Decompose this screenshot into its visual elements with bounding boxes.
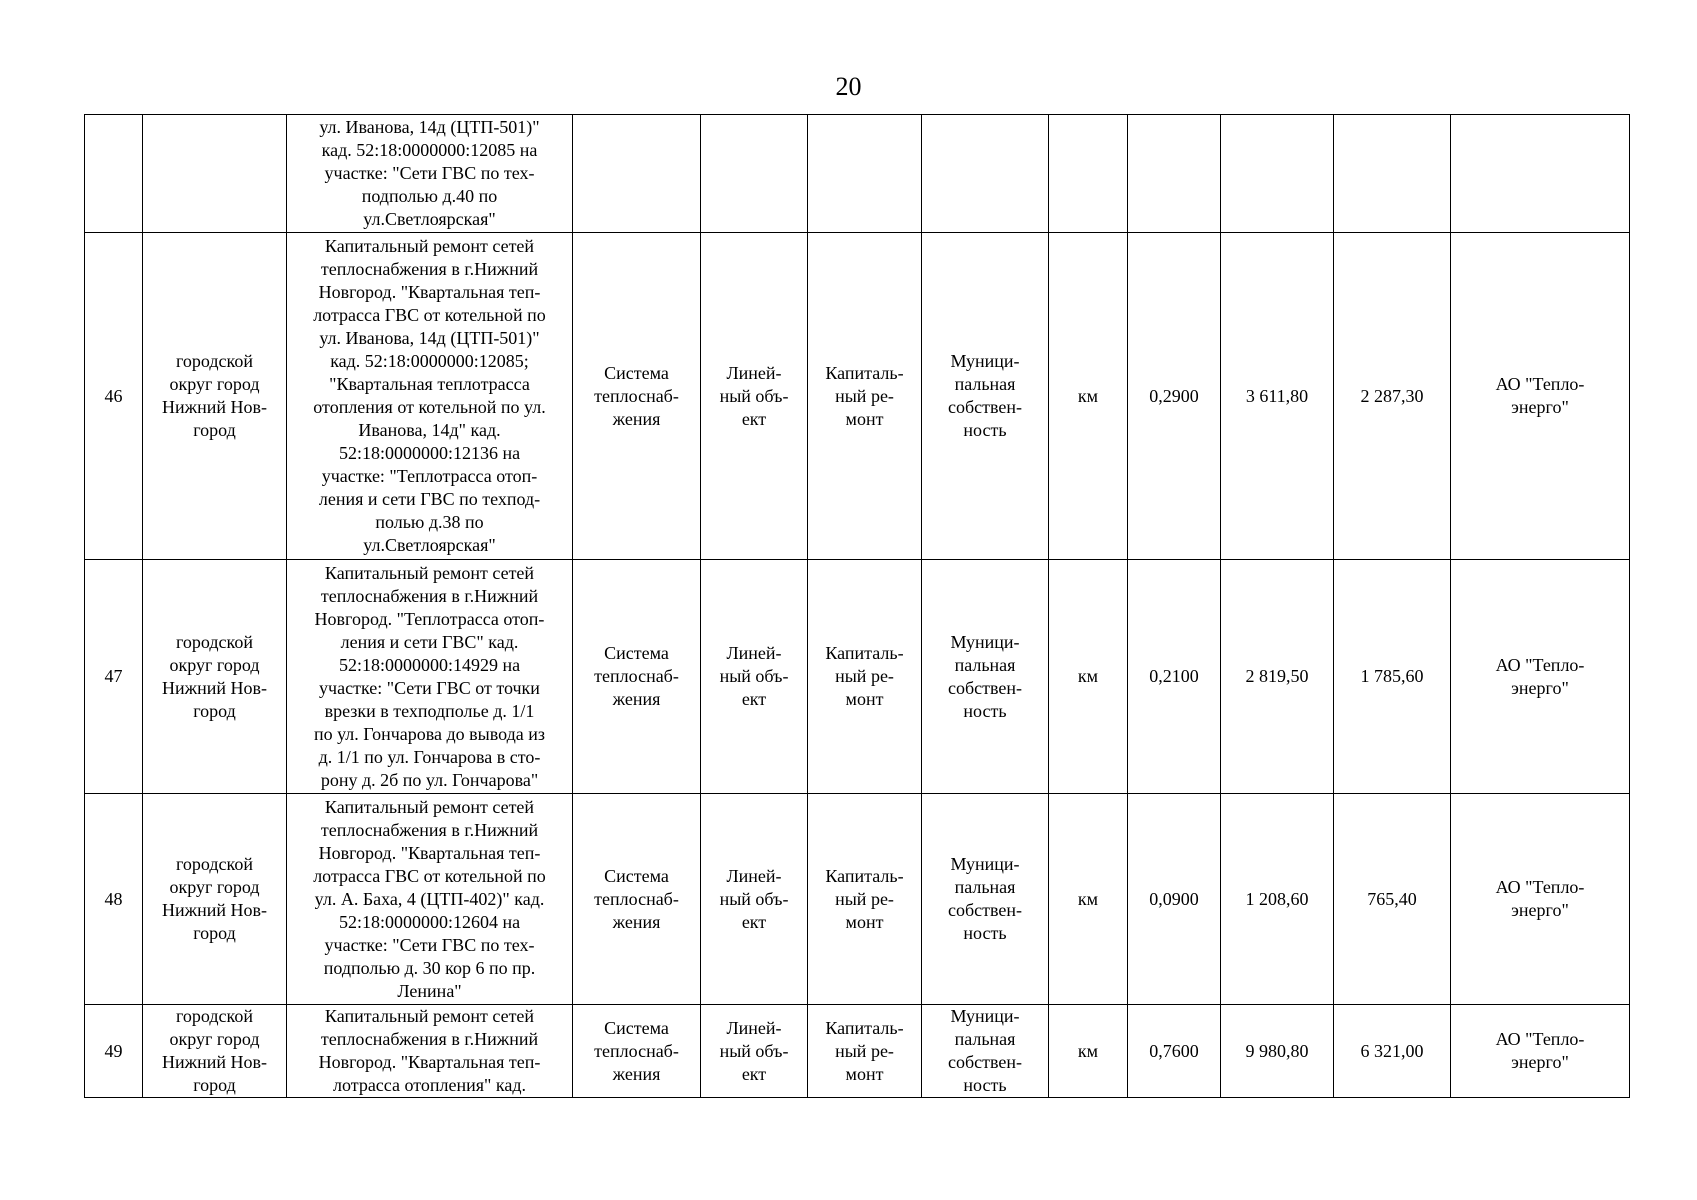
ownership-cell: Муници- пальная собствен- ность xyxy=(922,560,1049,794)
object-type-cell: Линей- ный объ- ект xyxy=(701,1005,808,1098)
object-type-cell: Линей- ный объ- ект xyxy=(701,233,808,560)
cost-part-cell: 6 321,00 xyxy=(1334,1005,1451,1098)
ownership-cell: Муници- пальная собствен- ность xyxy=(922,233,1049,560)
work-type-cell xyxy=(808,115,922,233)
table-row xyxy=(85,560,1630,794)
row-number-cell xyxy=(85,115,143,233)
system-cell xyxy=(573,115,701,233)
ownership-cell: Муници- пальная собствен- ность xyxy=(922,794,1049,1005)
row-number-cell: 49 xyxy=(85,1005,143,1098)
district-cell: городской округ город Нижний Нов- город xyxy=(143,794,287,1005)
cost-total-cell: 1 208,60 xyxy=(1221,794,1334,1005)
cost-total-cell xyxy=(1221,115,1334,233)
table-row xyxy=(85,1005,1630,1098)
table-row xyxy=(85,794,1630,1005)
row-number-cell: 47 xyxy=(85,560,143,794)
description-cell: Капитальный ремонт сетей теплоснабжения в г.Нижний Новгород. "Квартальная теп- лотрасса ГВС от котельной по ул. Иванова, 14д (ЦТП-501)" кад. 52:18:0000000:12085; "Квартальная теплотрасса отопления от котельной по ул. Иванова, 14д" кад. 52:18:0000000:12136 на участке: "Теплотрасса отоп- ления и сети ГВС по техпод- полью д.38 по ул.Светлоярская" xyxy=(287,233,573,560)
district-cell: городской округ город Нижний Нов- город xyxy=(143,1005,287,1098)
work-type-cell: Капиталь- ный ре- монт xyxy=(808,560,922,794)
object-type-cell: Линей- ный объ- ект xyxy=(701,794,808,1005)
unit-cell: км xyxy=(1049,1005,1128,1098)
description-cell: ул. Иванова, 14д (ЦТП-501)" кад. 52:18:0000000:12085 на участке: "Сети ГВС по тех- подполью д.40 по ул.Светлоярская" xyxy=(287,115,573,233)
length-cell xyxy=(1128,115,1221,233)
work-type-cell: Капиталь- ный ре- монт xyxy=(808,233,922,560)
row-number-cell: 46 xyxy=(85,233,143,560)
unit-cell xyxy=(1049,115,1128,233)
cost-total-cell: 9 980,80 xyxy=(1221,1005,1334,1098)
district-cell xyxy=(143,115,287,233)
executor-cell: АО "Тепло- энерго" xyxy=(1451,233,1630,560)
work-type-cell: Капиталь- ный ре- монт xyxy=(808,1005,922,1098)
length-cell: 0,2900 xyxy=(1128,233,1221,560)
cost-total-cell: 3 611,80 xyxy=(1221,233,1334,560)
unit-cell: км xyxy=(1049,233,1128,560)
district-cell: городской округ город Нижний Нов- город xyxy=(143,233,287,560)
executor-cell: АО "Тепло- энерго" xyxy=(1451,794,1630,1005)
ownership-cell: Муници- пальная собствен- ность xyxy=(922,1005,1049,1098)
description-cell: Капитальный ремонт сетей теплоснабжения в г.Нижний Новгород. "Квартальная теп- лотрасса отопления" кад. xyxy=(287,1005,573,1098)
row-number-cell: 48 xyxy=(85,794,143,1005)
length-cell: 0,2100 xyxy=(1128,560,1221,794)
executor-cell xyxy=(1451,115,1630,233)
cost-total-cell: 2 819,50 xyxy=(1221,560,1334,794)
district-cell: городской округ город Нижний Нов- город xyxy=(143,560,287,794)
work-type-cell: Капиталь- ный ре- монт xyxy=(808,794,922,1005)
description-cell: Капитальный ремонт сетей теплоснабжения в г.Нижний Новгород. "Квартальная теп- лотрасса ГВС от котельной по ул. А. Баха, 4 (ЦТП-402)" кад. 52:18:0000000:12604 на участке: "Сети ГВС по тех- подполью д. 30 кор 6 по пр. Ленина" xyxy=(287,794,573,1005)
length-cell: 0,0900 xyxy=(1128,794,1221,1005)
unit-cell: км xyxy=(1049,794,1128,1005)
system-cell: Система теплоснаб- жения xyxy=(573,560,701,794)
system-cell: Система теплоснаб- жения xyxy=(573,794,701,1005)
cost-part-cell xyxy=(1334,115,1451,233)
length-cell: 0,7600 xyxy=(1128,1005,1221,1098)
cost-part-cell: 1 785,60 xyxy=(1334,560,1451,794)
cost-part-cell: 765,40 xyxy=(1334,794,1451,1005)
object-type-cell xyxy=(701,115,808,233)
page-number: 20 xyxy=(835,72,862,101)
system-cell: Система теплоснаб- жения xyxy=(573,233,701,560)
object-type-cell: Линей- ный объ- ект xyxy=(701,560,808,794)
executor-cell: АО "Тепло- энерго" xyxy=(1451,560,1630,794)
table-row xyxy=(85,233,1630,560)
system-cell: Система теплоснаб- жения xyxy=(573,1005,701,1098)
cost-part-cell: 2 287,30 xyxy=(1334,233,1451,560)
executor-cell: АО "Тепло- энерго" xyxy=(1451,1005,1630,1098)
unit-cell: км xyxy=(1049,560,1128,794)
ownership-cell xyxy=(922,115,1049,233)
table-row xyxy=(85,115,1630,233)
description-cell: Капитальный ремонт сетей теплоснабжения в г.Нижний Новгород. "Теплотрасса отоп- ления и сети ГВС" кад. 52:18:0000000:14929 на участке: "Сети ГВС от точки врезки в техподполье д. 1/1 по ул. Гончарова до вывода из д. 1/1 по ул. Гончарова в сто- рону д. 2б по ул. Гончарова" xyxy=(287,560,573,794)
works-table xyxy=(84,114,1630,1098)
